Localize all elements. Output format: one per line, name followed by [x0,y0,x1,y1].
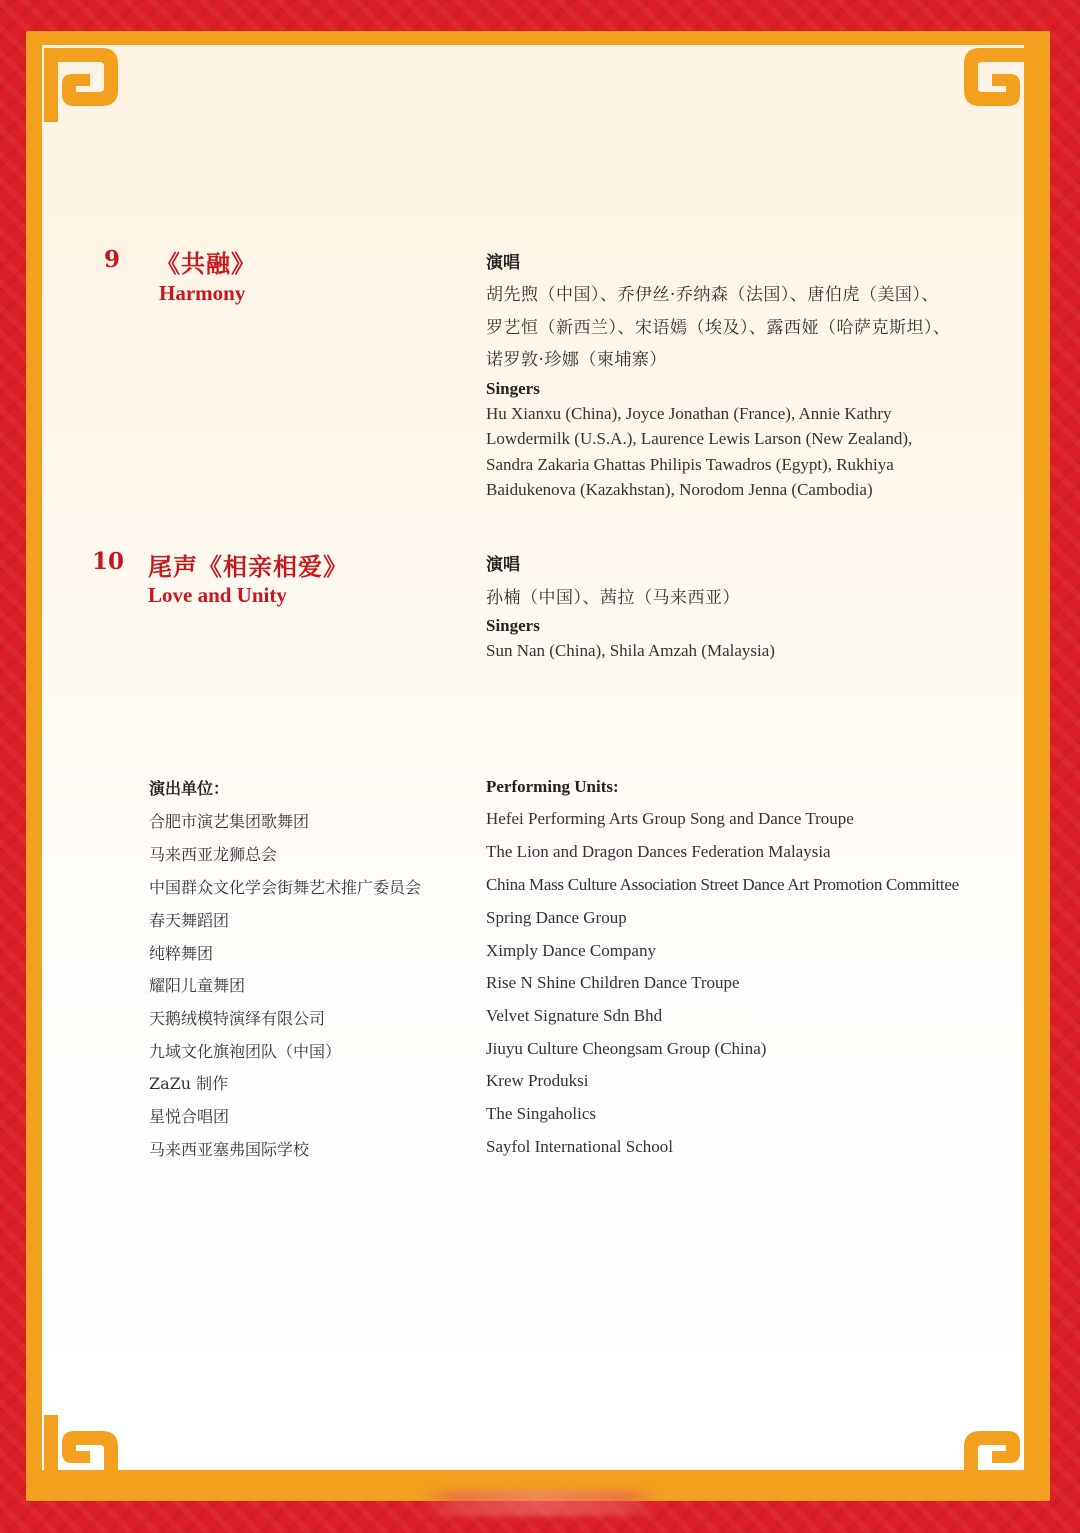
unit-name-en: Velvet Signature Sdn Bhd [486,1006,663,1025]
item-title-en: Harmony [159,281,246,305]
unit-name-zh: ZaZu 制作 [149,1074,229,1093]
unit-name-en: Spring Dance Group [486,908,627,927]
performers-label-zh: 演唱 [486,253,520,272]
singers-en-line: Lowdermilk (U.S.A.), Laurence Lewis Larson (New Zealand), [486,429,913,448]
unit-name-zh: 星悦合唱团 [149,1107,230,1126]
unit-name-zh: 中国群众文化学会街舞艺术推广委员会 [149,878,422,897]
unit-name-zh: 春天舞蹈团 [149,911,230,930]
unit-name-zh: 天鹅绒模特演绎有限公司 [149,1009,326,1028]
unit-name-en: Ximply Dance Company [486,941,656,960]
unit-name-en: Krew Produksi [486,1071,589,1090]
singers-zh-line: 胡先煦（中国）、乔伊丝·乔纳森（法国）、唐伯虎（美国）、 [486,285,939,305]
unit-name-en: Hefei Performing Arts Group Song and Dance Troupe [486,809,854,828]
item-number: 9 [104,246,121,273]
performers-label-zh: 演唱 [486,555,520,574]
unit-name-en: The Singaholics [486,1104,597,1123]
unit-name-en: Jiuyu Culture Cheongsam Group (China) [486,1039,767,1058]
units-heading-zh: 演出单位： [149,781,230,798]
item-title-zh: 尾声《相亲相爱》 [148,552,348,581]
singers-zh-line: 罗艺恒（新西兰）、宋语嫣（埃及）、露西娅（哈萨克斯坦）、 [486,318,951,338]
performers-label-en: Singers [486,379,540,398]
performers-label-en: Singers [486,616,540,635]
unit-name-zh: 马来西亚龙狮总会 [149,845,278,864]
unit-name-zh: 马来西亚塞弗国际学校 [149,1140,310,1159]
blurred-watermark [420,1490,660,1516]
singers-zh-line: 孙楠（中国）、茜拉（马来西亚） [486,588,740,608]
singers-en-line: Sandra Zakaria Ghattas Philipis Tawadros (Egypt), Rukhiya [486,455,894,474]
unit-name-en: Rise N Shine Children Dance Troupe [486,973,740,992]
units-heading-en: Performing Units: [486,777,619,796]
item-title-en: Love and Unity [148,583,287,607]
unit-name-zh: 九域文化旗袍团队（中国） [149,1042,342,1061]
unit-name-en: The Lion and Dragon Dances Federation Malaysia [486,842,831,861]
unit-name-en: Sayfol International School [486,1137,673,1156]
item-title-zh: 《共融》 [156,249,256,278]
item-number: 10 [92,548,125,575]
singers-zh-line: 诺罗敦·珍娜（柬埔寨） [486,350,667,370]
singers-en-line: Hu Xianxu (China), Joyce Jonathan (France), Annie Kathry [486,404,892,423]
singers-en-line: Sun Nan (China), Shila Amzah (Malaysia) [486,641,775,660]
singers-en-line: Baidukenova (Kazakhstan), Norodom Jenna (Cambodia) [486,480,873,499]
unit-name-zh: 耀阳儿童舞团 [149,976,246,995]
unit-name-zh: 纯粹舞团 [149,944,214,963]
unit-name-zh: 合肥市演艺集团歌舞团 [149,812,310,831]
unit-name-en: China Mass Culture Association Street Dance Art Promotion Committee [486,875,959,894]
